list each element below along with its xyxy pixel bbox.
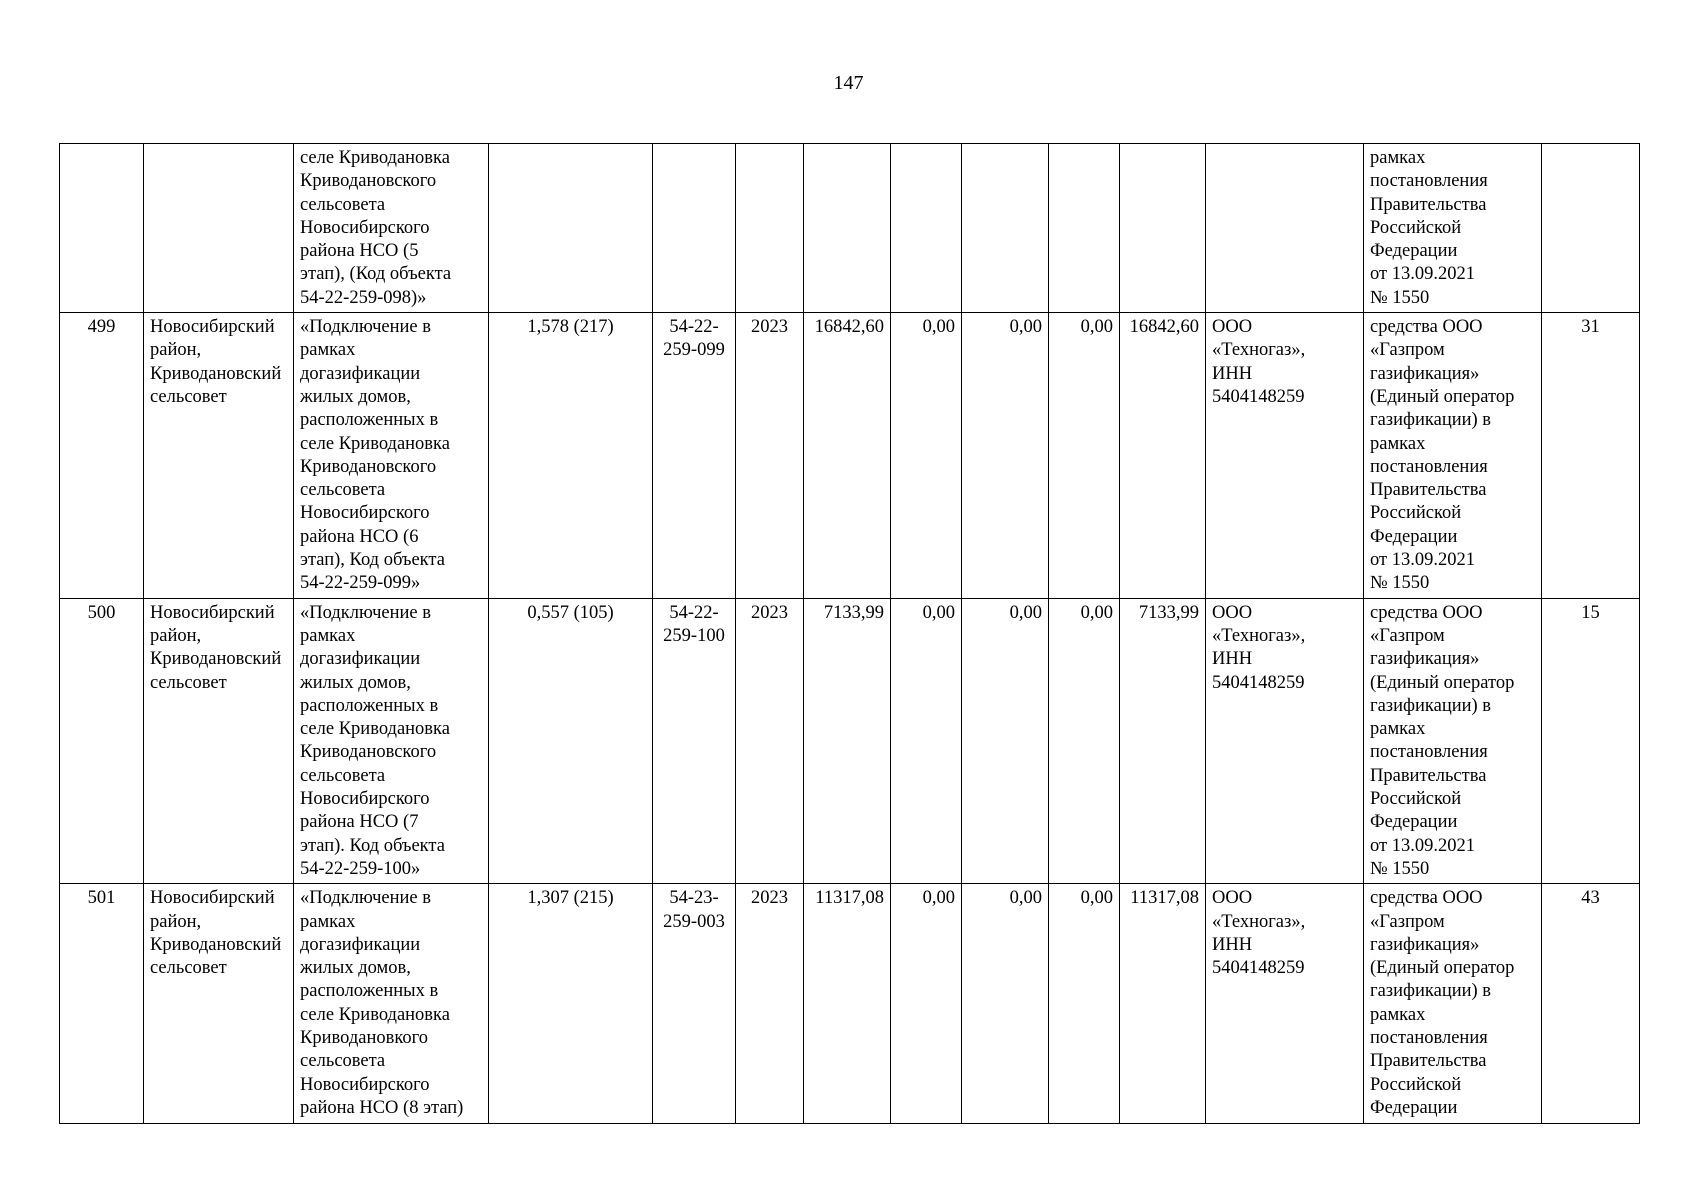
cell-value-3: 0,00 xyxy=(1049,884,1120,1124)
cell-value-3: 0,00 xyxy=(1049,313,1120,599)
cell-code xyxy=(653,144,736,313)
cell-object: «Подключение в рамках догазификации жилых домов, расположенных в селе Криводановка Криводановского сельсовета Новосибирского района НСО (7 этап). Код объекта 54-22-259-100» xyxy=(294,598,489,884)
cell-value-1: 0,00 xyxy=(891,884,962,1124)
registry-table xyxy=(59,143,1640,1124)
page-number: 147 xyxy=(833,72,864,94)
cell-object: селе Криводановка Криводановского сельсовета Новосибирского района НСО (5 этап), (Код объекта 54-22-259-098)» xyxy=(294,144,489,313)
cell-value-1 xyxy=(891,144,962,313)
table-row xyxy=(60,144,1640,313)
cell-value-2: 0,00 xyxy=(962,884,1049,1124)
cell-code: 54-22- 259-099 xyxy=(653,313,736,599)
cell-object: «Подключение в рамках догазификации жилых домов, расположенных в селе Криводановка Криводановкого сельсовета Новосибирского района НСО (8 этап) xyxy=(294,884,489,1124)
cell-district: Новосибирский район, Криводановский сельсовет xyxy=(144,598,294,884)
cell-number xyxy=(60,144,144,313)
table-row xyxy=(60,313,1640,599)
cell-district: Новосибирский район, Криводановский сельсовет xyxy=(144,884,294,1124)
cell-value-4: 16842,60 xyxy=(1120,313,1206,599)
cell-year xyxy=(736,144,804,313)
cell-value-2: 0,00 xyxy=(962,598,1049,884)
cell-district: Новосибирский район, Криводановский сельсовет xyxy=(144,313,294,599)
cell-total: 16842,60 xyxy=(804,313,891,599)
cell-value-1: 0,00 xyxy=(891,598,962,884)
cell-length: 0,557 (105) xyxy=(489,598,653,884)
cell-year: 2023 xyxy=(736,313,804,599)
cell-source: средства ООО «Газпром газификация» (Единый оператор газификации) в рамках постановления Правительства Российской Федерации от 13.09.2021 № 1550 xyxy=(1364,313,1542,599)
cell-count: 15 xyxy=(1542,598,1640,884)
cell-code: 54-23- 259-003 xyxy=(653,884,736,1124)
cell-source: средства ООО «Газпром газификация» (Единый оператор газификации) в рамках постановления Правительства Российской Федерации xyxy=(1364,884,1542,1124)
cell-count: 43 xyxy=(1542,884,1640,1124)
cell-number: 499 xyxy=(60,313,144,599)
cell-source: рамках постановления Правительства Российской Федерации от 13.09.2021 № 1550 xyxy=(1364,144,1542,313)
cell-count xyxy=(1542,144,1640,313)
cell-district xyxy=(144,144,294,313)
cell-value-3 xyxy=(1049,144,1120,313)
cell-total: 11317,08 xyxy=(804,884,891,1124)
cell-value-2 xyxy=(962,144,1049,313)
cell-length: 1,307 (215) xyxy=(489,884,653,1124)
cell-value-1: 0,00 xyxy=(891,313,962,599)
cell-value-3: 0,00 xyxy=(1049,598,1120,884)
cell-count: 31 xyxy=(1542,313,1640,599)
cell-object: «Подключение в рамках догазификации жилых домов, расположенных в селе Криводановка Криводановского сельсовета Новосибирского района НСО (6 этап), Код объекта 54-22-259-099» xyxy=(294,313,489,599)
table-row xyxy=(60,598,1640,884)
cell-contractor: ООО «Техногаз», ИНН 5404148259 xyxy=(1206,313,1364,599)
cell-contractor xyxy=(1206,144,1364,313)
cell-value-4: 11317,08 xyxy=(1120,884,1206,1124)
cell-contractor: ООО «Техногаз», ИНН 5404148259 xyxy=(1206,598,1364,884)
cell-number: 500 xyxy=(60,598,144,884)
cell-value-4: 7133,99 xyxy=(1120,598,1206,884)
cell-value-2: 0,00 xyxy=(962,313,1049,599)
cell-length xyxy=(489,144,653,313)
cell-code: 54-22- 259-100 xyxy=(653,598,736,884)
table-row xyxy=(60,884,1640,1124)
cell-contractor: ООО «Техногаз», ИНН 5404148259 xyxy=(1206,884,1364,1124)
cell-year: 2023 xyxy=(736,884,804,1124)
cell-total xyxy=(804,144,891,313)
cell-number: 501 xyxy=(60,884,144,1124)
cell-year: 2023 xyxy=(736,598,804,884)
cell-length: 1,578 (217) xyxy=(489,313,653,599)
cell-value-4 xyxy=(1120,144,1206,313)
cell-total: 7133,99 xyxy=(804,598,891,884)
cell-source: средства ООО «Газпром газификация» (Единый оператор газификации) в рамках постановления Правительства Российской Федерации от 13.09.2021 № 1550 xyxy=(1364,598,1542,884)
